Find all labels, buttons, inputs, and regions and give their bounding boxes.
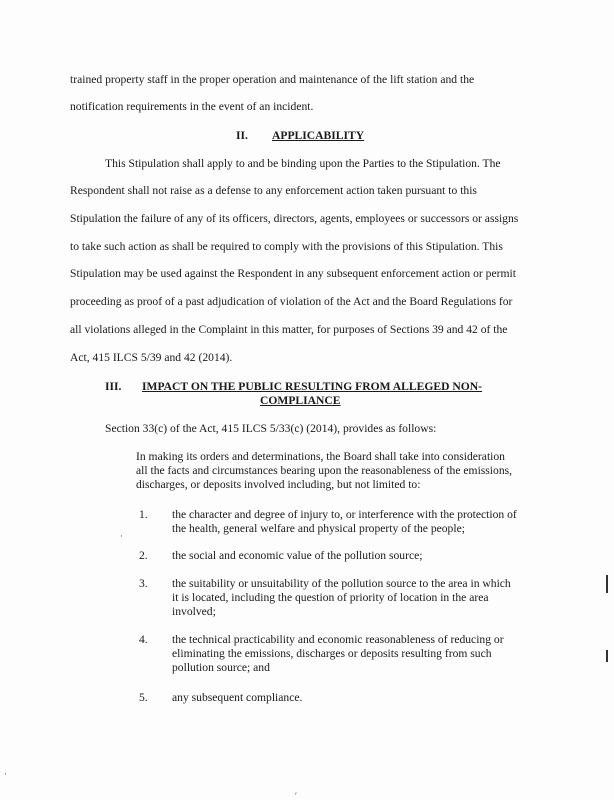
- section-title-continued: COMPLIANCE: [260, 394, 341, 407]
- list-item-number: 4.: [139, 633, 148, 646]
- list-item-text: involved;: [172, 605, 216, 618]
- paragraph-line: Act, 415 ILCS 5/39 and 42 (2014).: [70, 351, 233, 364]
- list-item-text: pollution source; and: [172, 661, 270, 674]
- section-title: IMPACT ON THE PUBLIC RESULTING FROM ALLEGED NON-: [142, 380, 483, 393]
- paragraph-line: Stipulation may be used against the Respondent in any subsequent enforcement action or permit: [70, 267, 516, 280]
- paragraph-line: Stipulation the failure of any of its officers, directors, agents, employees or successors or assigns: [70, 212, 519, 225]
- section-title: APPLICABILITY: [272, 129, 365, 142]
- list-item-number: 1.: [139, 508, 148, 521]
- quote-line: all the facts and circumstances bearing upon the reasonableness of the emissions,: [136, 464, 513, 477]
- paragraph-line: all violations alleged in the Complaint in this matter, for purposes of Sections 39 and 42 of the: [70, 323, 508, 336]
- section-number: II.: [236, 129, 248, 142]
- quote-line: In making its orders and determinations, the Board shall take into consideration: [136, 450, 505, 463]
- paragraph-line: to take such action as shall be required to comply with the provisions of this Stipulation. This: [70, 240, 503, 253]
- paragraph-line: notification requirements in the event of an incident.: [70, 100, 314, 113]
- list-item-number: 5.: [139, 691, 148, 704]
- list-item-number: 3.: [139, 577, 148, 590]
- list-item-text: the health, general welfare and physical property of the people;: [172, 522, 465, 535]
- list-item-text: the suitability or unsuitability of the pollution source to the area in which: [172, 577, 511, 590]
- paragraph-line: This Stipulation shall apply to and be binding upon the Parties to the Stipulation. The: [105, 157, 501, 170]
- list-item-text: it is located, including the question of priority of location in the area: [172, 591, 489, 604]
- list-item-text: the technical practicability and economic reasonableness of reducing or: [172, 633, 504, 646]
- intro-line: Section 33(c) of the Act, 415 ILCS 5/33(c) (2014), provides as follows:: [105, 422, 437, 435]
- paragraph-line: proceeding as proof of a past adjudication of violation of the Act and the Board Regulations for: [70, 295, 513, 308]
- list-item-text: the social and economic value of the pollution source;: [172, 549, 423, 562]
- paragraph-line: trained property staff in the proper operation and maintenance of the lift station and the: [70, 73, 475, 86]
- list-item-number: 2.: [139, 549, 148, 562]
- list-item-text: the character and degree of injury to, or interference with the protection of: [172, 508, 517, 521]
- scan-speck: ·: [120, 531, 123, 541]
- quote-line: discharges, or deposits involved including, but not limited to:: [136, 478, 421, 491]
- scan-speck: ·: [4, 769, 7, 779]
- scan-artifact: [606, 575, 608, 593]
- list-item-text: any subsequent compliance.: [172, 691, 303, 704]
- list-item-text: eliminating the emissions, discharges or deposits resulting from such: [172, 647, 492, 660]
- scan-artifact: [606, 650, 608, 662]
- scan-speck: ′: [295, 791, 297, 801]
- section-number: III.: [105, 380, 122, 393]
- paragraph-line: Respondent shall not raise as a defense to any enforcement action taken pursuant to this: [70, 184, 477, 197]
